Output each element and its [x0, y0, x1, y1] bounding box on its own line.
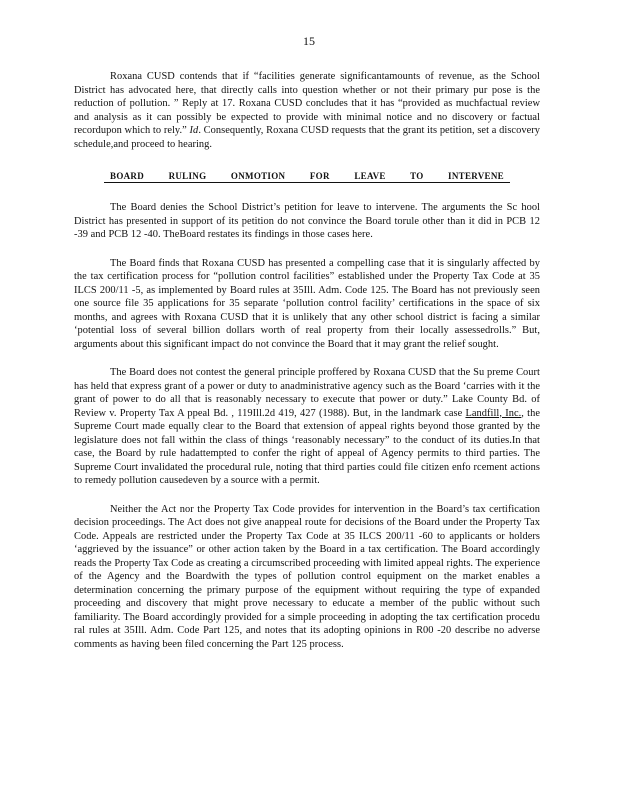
- paragraph-neither-act: [74, 503, 540, 652]
- paragraph-text: The Board denies the School District’s petition for leave to intervene. The arguments the Sc hool District has presented in support of its petition do not convince the Board torule other than it did in PCB 12 -39 and PCB 12 -40. TheBoard restates its findings in those cases here.: [74, 202, 540, 240]
- paragraph-board-denies: [74, 201, 540, 242]
- paragraph-text: , the Supreme Court made equally clear to the Board that extension of appeal rights beyond those granted by the legislature does not fall within the class of things ‘reasonably necessary” to the conduct of its duties.In that case, the Board by rule hadattempted to confer the right of appeal of Agency permits to third parties. The Supreme Court invalidated the procedural rule, noting that third parties could file citizen enfo rcement actions to remedy pollution causedeven by a source with a permit.: [74, 407, 541, 486]
- case-name-landfill: Landfill, Inc.: [465, 407, 522, 419]
- paragraph-text: Neither the Act nor the Property Tax Code provides for intervention in the Board’s tax certification decision proceedings. The Act does not give anappeal route for decisions of the Board under the Property Tax Code. Appeals are restricted under the Property Tax Code at 35 ILCS 200/11 -60 to applicants or holders ‘aggrieved by the issuance” or other action taken by the Board in a tax certification. The Board accordingly reads the Property Tax Code as creating a circumscribed proceeding with limited appeal rights. The experience of the Agency and the Boardwith the types of pollution control equipment on the market enables a determination concerning the primary purpose of the equipment without requiring the type of expanded proceeding and discovery that might prove necessary to educate a member of the public without such familiarity. The Board accordingly provided for a simple proceeding in adopting the tax certification procedu ral rules at 35Ill. Adm. Code Part 125, and notes that its adopting opinions in R00 -20 describe no adverse comments as having been filed concerning the Part 125 process.: [74, 503, 540, 650]
- paragraph-text: . Consequently, Roxana CUSD requests that the grant its petition, set a discovery schedule,and proceed to hearing.: [74, 125, 540, 150]
- paragraph-text: Roxana CUSD contends that if “facilities generate significantamounts of revenue, as the School District has advocated here, that directly calls into question whether or not their primary pur pose is the reduction of pollution. ” Reply at 17. Roxana CUSD concludes that it has “provided as muchfactual review and analysis as it can possibly be expected to provide with minimal notice and no discovery or factual recordupon which to rely.”: [74, 71, 540, 136]
- section-heading-wrap: [74, 166, 540, 184]
- paragraph-roxana-contends: [74, 70, 540, 151]
- citation-id: Id: [189, 125, 199, 136]
- paragraph-text: The Board does not contest the general principle proffered by Roxana CUSD that the Su preme Court has held that express grant of a power or duty to anadministrative agency such as the Board ‘carries with it the grant of power to do all that is reasonably necessary to execute that power or duty.” Lake County Bd. of Review v. Property Tax A ppeal Bd. , 119Ill.2d 419, 427 (1988). But, in the landmark case: [74, 367, 540, 419]
- paragraph-text: The Board finds that Roxana CUSD has presented a compelling case that it is singularly affected by the tax certification process for “pollution control facilities” established under the Property Tax Code at 35 ILCS 200/11 -5, as implemented by Board rules at 35Ill. Adm. Code 125. The Board has not previously seen one source file 35 applications for 35 separate ‘pollution control facility’ certifications in the space of six months, and agrees with Roxana CUSD that it is unlikely that any other school district is facing a similar ‘potential loss of several billion dollars worth of real property from their locally assessedrolls.” But, arguments about this significant impact do not convince the Board that it may grant the relief sought.: [74, 257, 540, 350]
- document-body: [74, 70, 540, 666]
- paragraph-general-principle: [74, 366, 540, 488]
- page-number: 15: [303, 34, 315, 48]
- paragraph-board-finds: [74, 257, 540, 352]
- section-heading: BOARD RULING ONMOTION FOR LEAVE TO INTERVENE: [104, 171, 510, 183]
